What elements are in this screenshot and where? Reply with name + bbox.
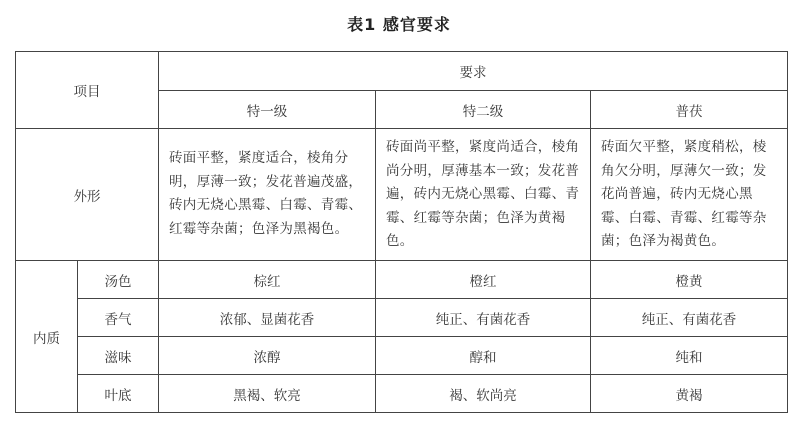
cell: 黄褐 [591,375,788,413]
appearance-grade-2: 砖面尚平整，紧度尚适合，棱角尚分明，厚薄基本一致；发花普遍，砖内无烧心黑霉、白霉、青霉、红霉等杂菌；色泽为黄褐色。 [376,129,591,261]
row-label: 汤色 [78,261,159,299]
cell: 橙红 [376,261,591,299]
cell: 橙黄 [591,261,788,299]
header-grade-2: 特二级 [376,91,591,129]
row-label: 叶底 [78,375,159,413]
row-label-appearance: 外形 [16,129,159,261]
row-label: 香气 [78,299,159,337]
cell: 棕红 [159,261,376,299]
table-title: 表1 感官要求 [347,15,451,34]
appearance-grade-1: 砖面平整，紧度适合，棱角分明，厚薄一致；发花普遍茂盛，砖内无烧心黑霉、白霉、青霉、红霉等杂菌；色泽为黑褐色。 [159,129,376,261]
header-requirement: 要求 [159,52,788,91]
appearance-grade-3: 砖面欠平整，紧度稍松，棱角欠分明，厚薄欠一致；发花尚普遍，砖内无烧心黑霉、白霉、青霉、红霉等杂菌；色泽为褐黄色。 [591,129,788,261]
row-label: 滋味 [78,337,159,375]
cell: 褐、软尚亮 [376,375,591,413]
cell: 纯正、有菌花香 [591,299,788,337]
cell: 浓醇 [159,337,376,375]
cell: 纯正、有菌花香 [376,299,591,337]
table-row-taste [16,337,788,375]
sensory-requirements-table [15,51,788,413]
header-item: 项目 [16,52,159,129]
table-row-appearance [16,129,788,261]
header-row-1 [16,52,788,91]
table-row-infused-leaf [16,375,788,413]
header-grade-3: 普茯 [591,91,788,129]
cell: 纯和 [591,337,788,375]
row-label-inner-quality: 内质 [16,261,78,413]
table-row-liquor-color [16,261,788,299]
header-grade-1: 特一级 [159,91,376,129]
cell: 浓郁、显菌花香 [159,299,376,337]
cell: 黑褐、软亮 [159,375,376,413]
cell: 醇和 [376,337,591,375]
table-row-aroma [16,299,788,337]
